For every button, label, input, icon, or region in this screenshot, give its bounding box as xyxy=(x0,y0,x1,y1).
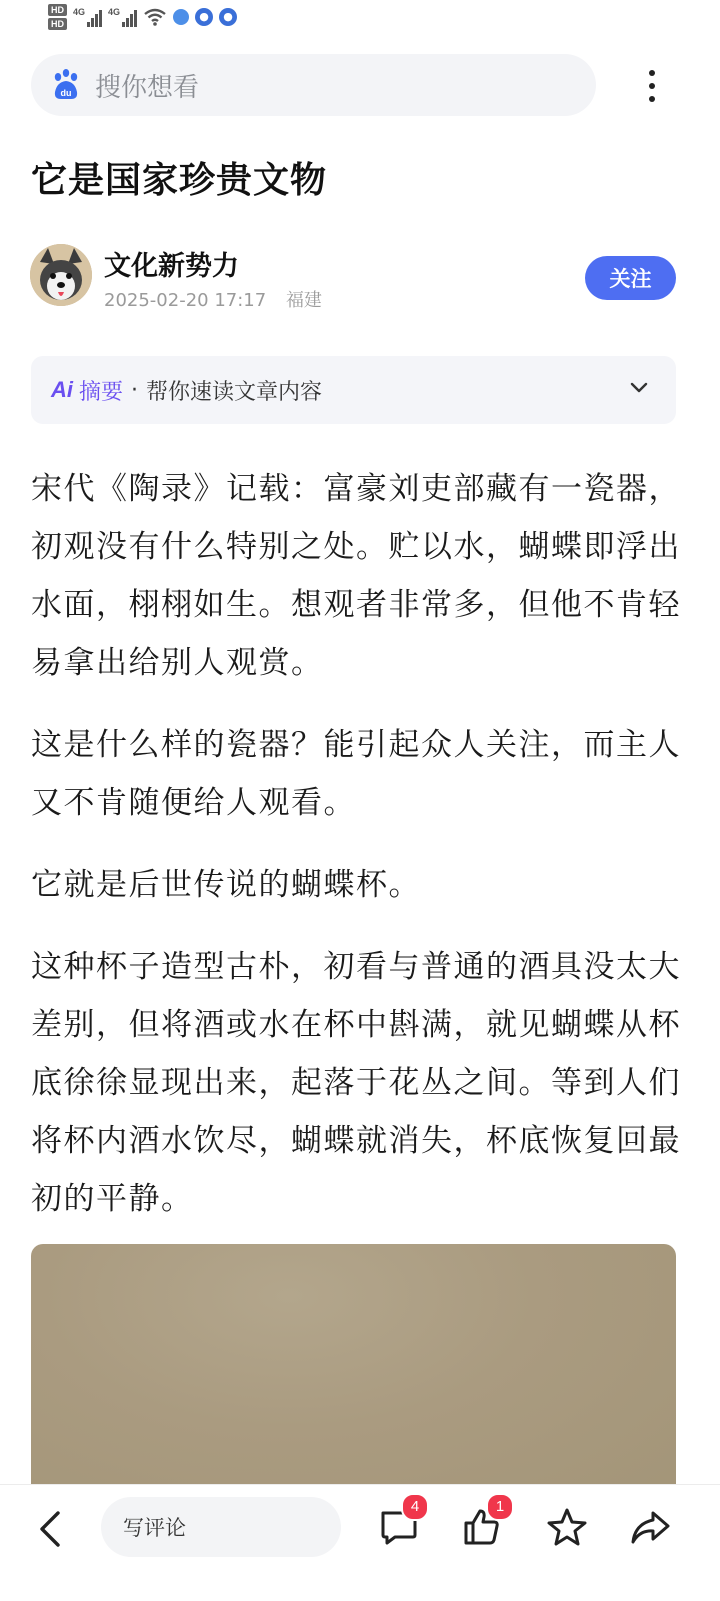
author-meta xyxy=(104,286,322,312)
bottom-action-bar xyxy=(0,1484,720,1601)
dot xyxy=(649,70,655,76)
baidu-notification-icon-2: ● xyxy=(219,8,237,26)
ai-icon: Ai xyxy=(51,377,73,402)
sim2-hd-badge: HD xyxy=(48,18,67,30)
share-icon xyxy=(628,1505,672,1549)
summary-separator: · xyxy=(131,377,139,403)
browser-notification-icon xyxy=(173,9,189,25)
comment-placeholder: 写评论 xyxy=(123,1516,186,1540)
svg-text:du: du xyxy=(60,88,72,98)
like-count-badge: 1 xyxy=(486,1493,514,1521)
search-input[interactable] xyxy=(31,54,596,116)
dot xyxy=(649,96,655,102)
follow-button[interactable]: 关注 xyxy=(585,256,676,300)
sim1-hd-badge: HD xyxy=(48,4,67,16)
wifi-icon xyxy=(143,7,167,27)
dot xyxy=(649,83,655,89)
search-placeholder: 搜你想看 xyxy=(95,72,200,103)
page-title: 它是国家珍贵文物 xyxy=(31,160,328,201)
baidu-notification-icon: ● xyxy=(195,8,213,26)
baidu-paw-icon xyxy=(51,68,81,102)
publish-location: 福建 xyxy=(285,290,322,311)
comment-count-badge: 4 xyxy=(401,1493,429,1521)
like-button[interactable] xyxy=(460,1498,505,1549)
back-arrow-icon[interactable] xyxy=(34,1507,68,1551)
article-paragraph: 这是什么样的瓷器？能引起众人关注，而主人又不肯随便给人观看。 xyxy=(31,727,681,821)
favorite-button[interactable] xyxy=(545,1505,589,1549)
more-options-button[interactable] xyxy=(632,60,672,112)
star-icon xyxy=(545,1505,589,1549)
write-comment-input[interactable] xyxy=(101,1497,341,1557)
husky-avatar-icon xyxy=(30,244,92,306)
summary-title: 摘要 xyxy=(79,379,124,405)
article-paragraph: 这种杯子造型古朴，初看与普通的酒具没太大差别，但将酒或水在杯中斟满，就见蝴蝶从杯底徐徐显现出来，起落于花丛之间。等到人们将杯内酒水饮尽，蝴蝶就消失，杯底恢复回最初的平静。 xyxy=(31,949,681,1217)
signal-2-icon: 4G xyxy=(108,7,137,27)
summary-description: 帮你速读文章内容 xyxy=(146,379,323,405)
article-paragraph: 宋代《陶录》记载：富豪刘吏部藏有一瓷器，初观没有什么特别之处。贮以水，蝴蝶即浮出水面，栩栩如生。想观者非常多，但他不肯轻易拿出给别人观赏。 xyxy=(31,471,681,681)
author-name[interactable]: 文化新势力 xyxy=(104,251,239,282)
share-button[interactable] xyxy=(628,1505,672,1549)
status-icons xyxy=(48,4,237,30)
signal-1-icon: 4G xyxy=(73,7,102,27)
publish-time: 2025-02-20 17:17 xyxy=(104,290,267,311)
chevron-down-icon[interactable] xyxy=(628,376,650,398)
article-image[interactable] xyxy=(31,1244,676,1504)
sim-indicators xyxy=(48,4,67,30)
status-bar xyxy=(0,0,720,50)
author-avatar[interactable] xyxy=(30,244,92,306)
ai-summary-panel[interactable] xyxy=(31,356,676,424)
comment-button[interactable] xyxy=(377,1498,421,1549)
article-body xyxy=(31,460,681,1252)
article-paragraph: 它就是后世传说的蝴蝶杯。 xyxy=(31,867,421,903)
